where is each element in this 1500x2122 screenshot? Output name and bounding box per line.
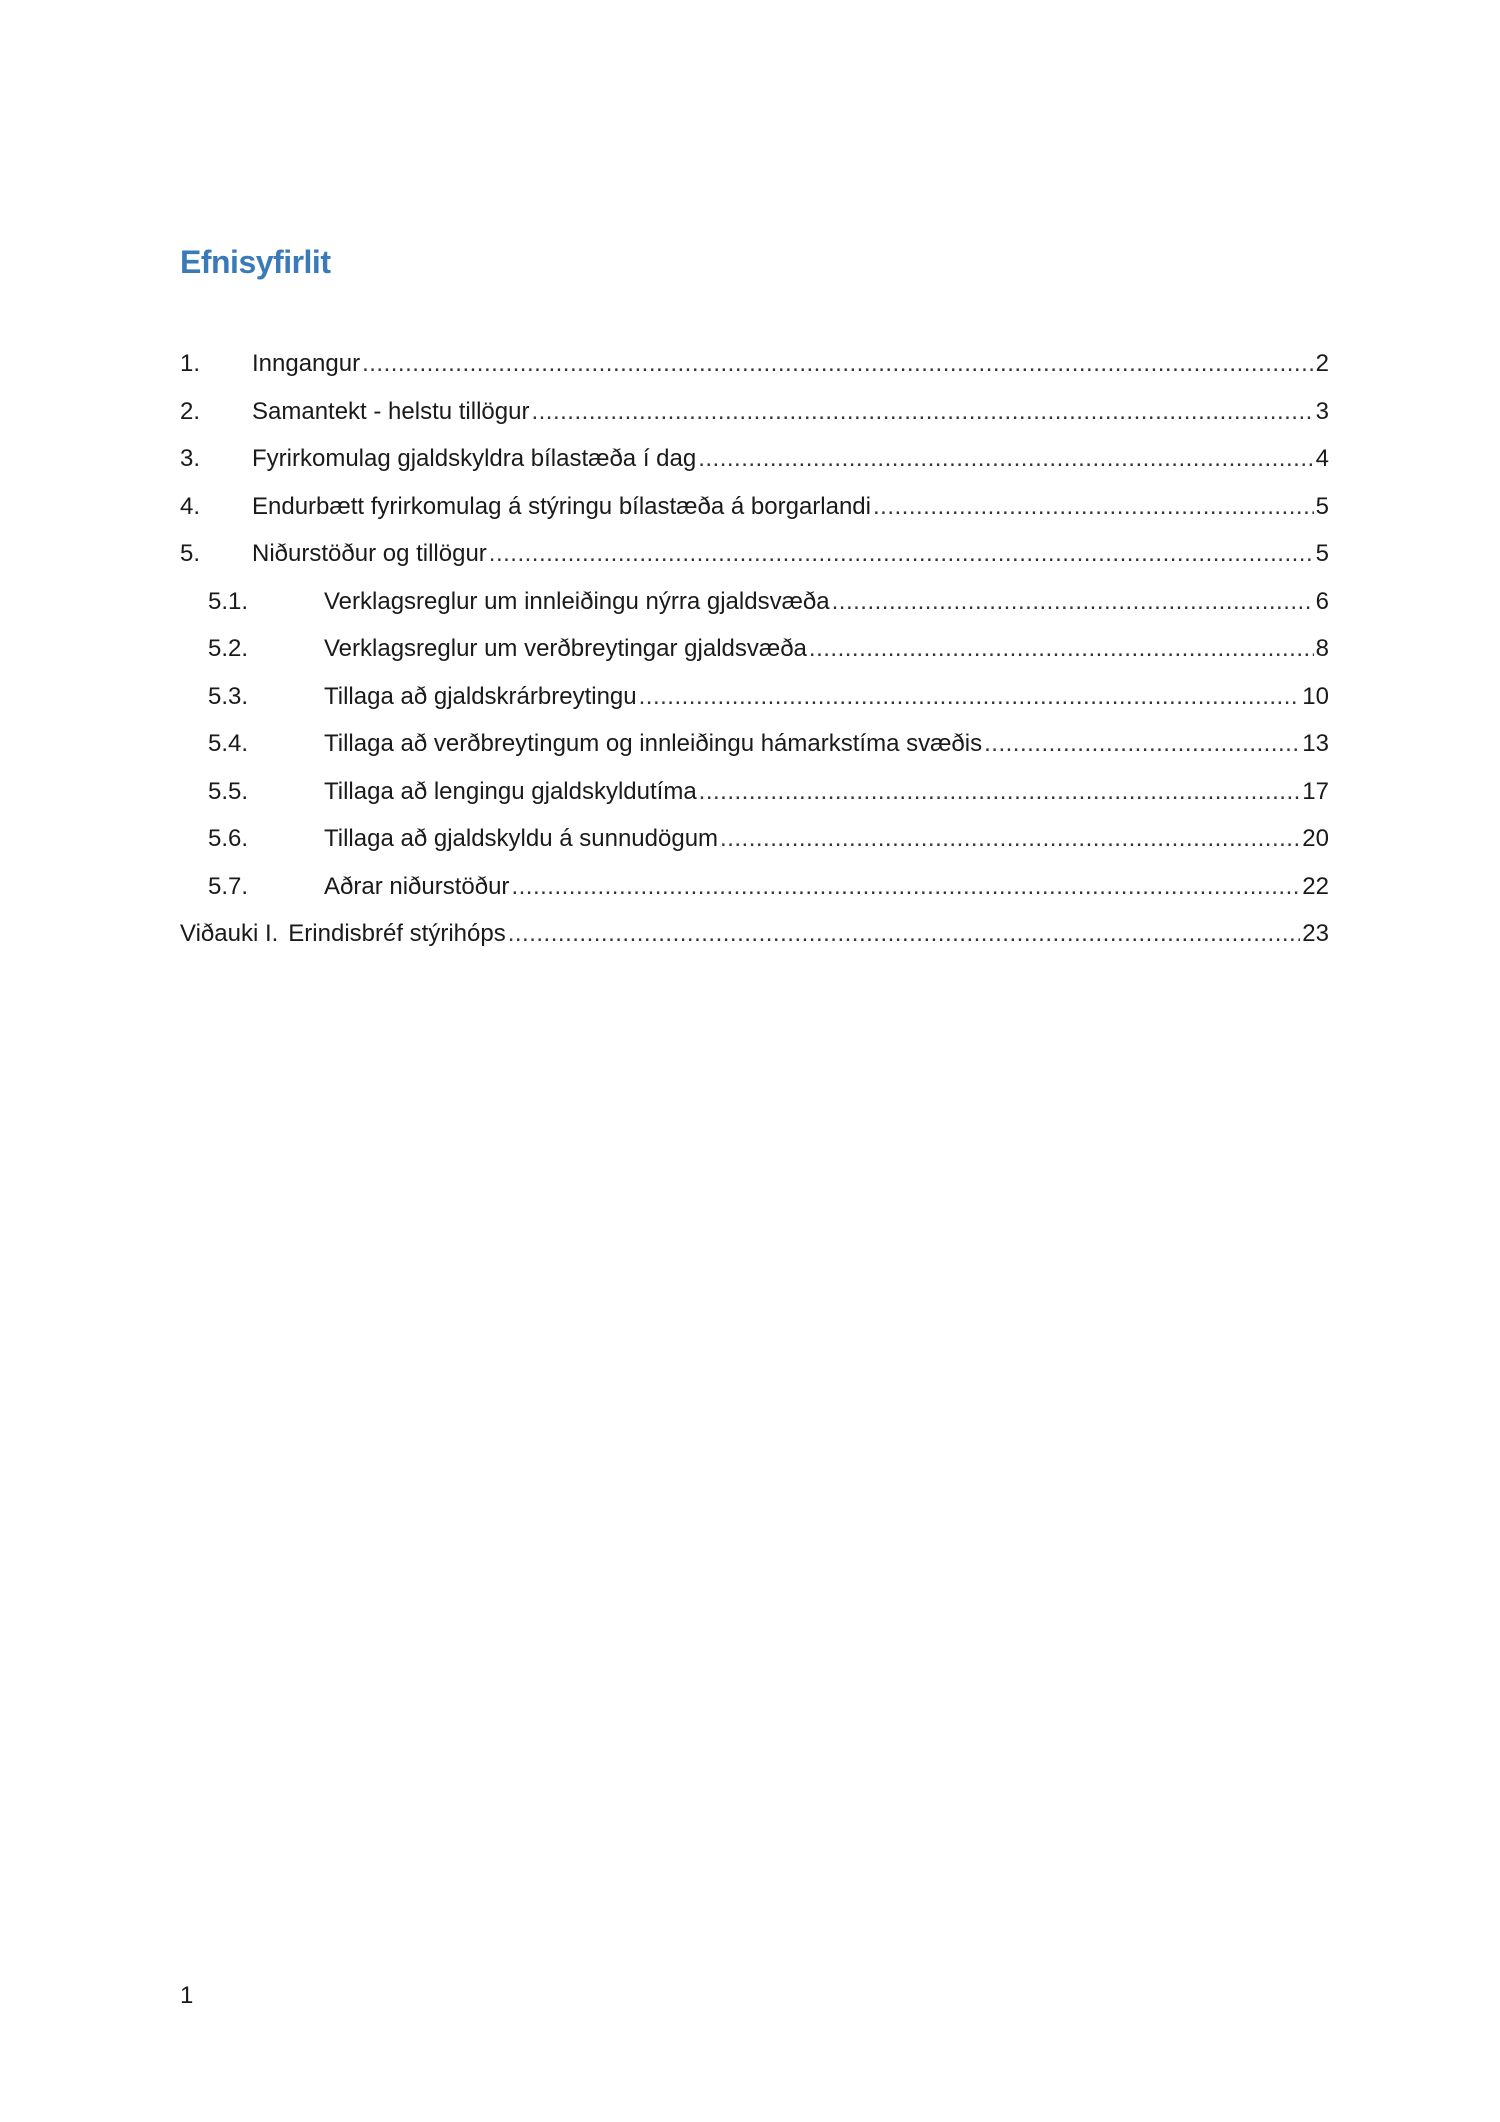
toc-entry-title: Samantekt - helstu tillögur [252, 397, 530, 425]
toc-entry-number: 5. [180, 540, 201, 567]
toc-leader-dots [832, 578, 1314, 626]
toc-entry-title: Tillaga að gjaldskrárbreytingu [324, 682, 637, 710]
toc-entry-page: 3 [1315, 397, 1329, 425]
toc-entry-title: Endurbætt fyrirkomulag á stýringu bílastæða á borgarlandi [252, 492, 871, 520]
toc-entry-5-7[interactable] [180, 863, 1329, 911]
toc-entry-number: 2. [180, 397, 201, 425]
toc-entry-number: 3. [180, 445, 201, 472]
toc-entry-5[interactable] [180, 530, 1329, 578]
toc-entry-title: Verklagsreglur um verðbreytingar gjaldsvæða [324, 635, 807, 662]
toc-entry-5-2[interactable] [180, 625, 1329, 673]
toc-leader-dots [508, 910, 1301, 958]
toc-entry-number: 5.2. [208, 635, 249, 662]
toc-entry-page: 20 [1302, 825, 1329, 852]
toc-entry-5-3[interactable] [180, 673, 1329, 721]
toc-entry-5-6[interactable] [180, 815, 1329, 863]
toc-entry-number: 5.3. [208, 682, 249, 710]
toc-entry-title: Inngangur [252, 350, 361, 377]
toc-entry-page: 5 [1315, 540, 1329, 567]
page-number: 1 [180, 1982, 194, 2009]
toc-entry-title: Tillaga að gjaldskyldu á sunnudögum [324, 825, 719, 852]
toc-entry-4[interactable] [180, 483, 1329, 531]
toc-entry-title: Tillaga að lengingu gjaldskyldutíma [324, 777, 697, 805]
toc-leader-dots [809, 625, 1314, 673]
toc-entry-number: 5.1. [208, 587, 249, 615]
toc-leader-dots [362, 340, 1314, 388]
toc-entry-page: 2 [1315, 350, 1329, 377]
toc-entry-page: 17 [1302, 777, 1329, 805]
toc-entry-title: Aðrar niðurstöður [324, 872, 510, 900]
toc-entry-3[interactable] [180, 435, 1329, 483]
toc-entry-number: 5.4. [208, 730, 249, 757]
toc-entry-page: 22 [1302, 872, 1329, 900]
toc-leader-dots [639, 673, 1301, 721]
toc-entry-2[interactable] [180, 388, 1329, 436]
toc-entry-number: 4. [180, 492, 201, 520]
toc-entry-page: 10 [1302, 682, 1329, 710]
toc-entry-number: 1. [180, 350, 201, 377]
toc-entry-page: 5 [1315, 492, 1329, 520]
table-of-contents [180, 340, 1329, 958]
toc-leader-dots [873, 483, 1314, 531]
toc-entry-number: 5.6. [208, 825, 249, 852]
toc-entry-appendix-1[interactable] [180, 910, 1329, 958]
toc-entry-5-1[interactable] [180, 578, 1329, 626]
toc-entry-page: 4 [1315, 445, 1329, 472]
toc-entry-number: 5.7. [208, 872, 249, 900]
toc-entry-page: 6 [1315, 587, 1329, 615]
toc-leader-dots [699, 768, 1301, 816]
toc-entry-5-5[interactable] [180, 768, 1329, 816]
toc-entry-page: 8 [1315, 635, 1329, 662]
toc-entry-title: Fyrirkomulag gjaldskyldra bílastæða í dag [252, 445, 697, 472]
toc-leader-dots [531, 388, 1313, 436]
toc-leader-dots [698, 435, 1313, 483]
toc-leader-dots [984, 720, 1300, 768]
toc-entry-page: 13 [1302, 730, 1329, 757]
toc-entry-page: 23 [1302, 920, 1329, 947]
toc-entry-title: Erindisbréf stýrihóps [288, 920, 506, 947]
toc-entry-number: Viðauki I. [180, 920, 279, 947]
toc-entry-1[interactable] [180, 340, 1329, 388]
toc-entry-title: Verklagsreglur um innleiðingu nýrra gjaldsvæða [324, 587, 830, 615]
toc-entry-5-4[interactable] [180, 720, 1329, 768]
toc-entry-number: 5.5. [208, 777, 249, 805]
toc-leader-dots [720, 815, 1300, 863]
toc-leader-dots [511, 863, 1300, 911]
toc-title: Efnisyfirlit [180, 244, 331, 280]
toc-entry-title: Tillaga að verðbreytingum og innleiðingu hámarkstíma svæðis [324, 730, 983, 757]
toc-leader-dots [489, 530, 1314, 578]
toc-entry-title: Niðurstöður og tillögur [252, 540, 487, 567]
